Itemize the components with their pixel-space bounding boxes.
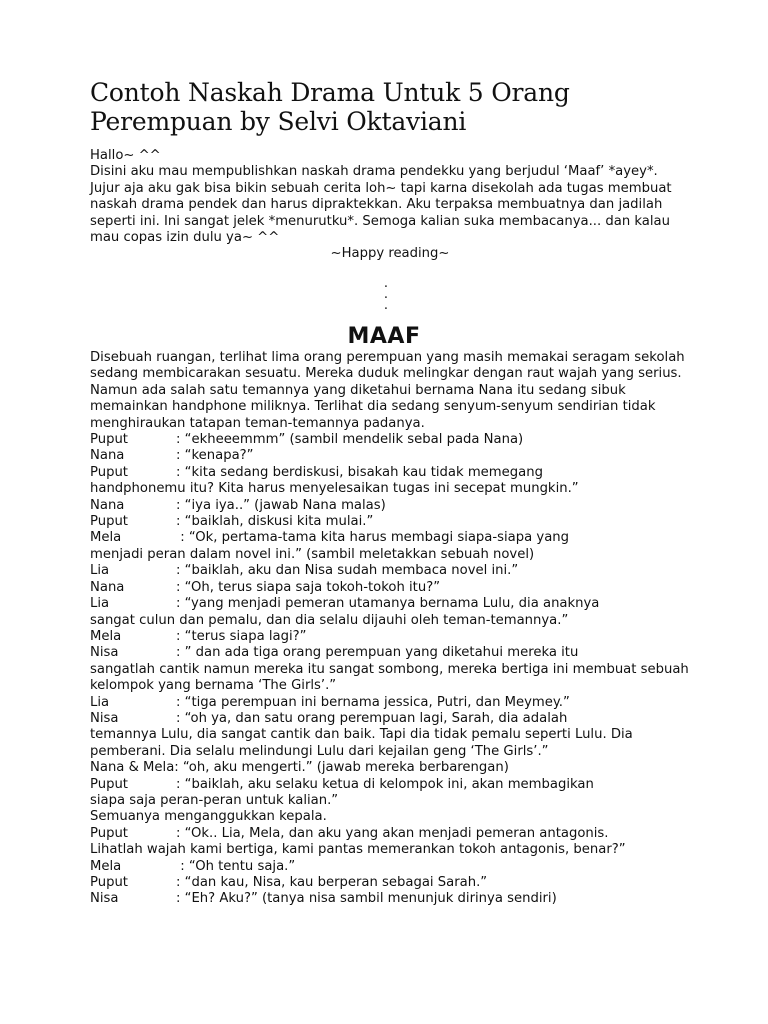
- dialogue-text: [176, 711, 567, 727]
- speaker-separator: :: [176, 563, 185, 579]
- dialogue-text-first: “dan kau, Nisa, kau berperan sebagai Sarah.”: [184, 875, 488, 890]
- speaker-separator: :: [176, 645, 185, 661]
- speaker-separator: :: [176, 464, 185, 480]
- dialogue-text: [176, 498, 386, 514]
- dialogue-list: [90, 432, 690, 908]
- dialogue-line: [90, 514, 690, 530]
- speaker-separator: :: [176, 514, 185, 530]
- script-body: [90, 350, 690, 908]
- speaker-name: Nisa: [90, 710, 119, 726]
- document-title: Contoh Naskah Drama Untuk 5 Orang Perempuan by Selvi Oktaviani: [90, 78, 570, 136]
- speaker-name: Lia: [90, 563, 110, 579]
- dialogue-text: [176, 695, 570, 711]
- dialogue-text: [176, 629, 306, 645]
- dialogue-line: [90, 891, 690, 907]
- speaker-separator: :: [176, 579, 185, 595]
- dialogue-text-first: “tiga perempuan ini bernama jessica, Putri, dan Meymey.”: [184, 694, 570, 710]
- dialogue-text-first: “ekheeemmm” (sambil mendelik sebal pada Nana): [184, 432, 524, 448]
- speaker-separator: :: [176, 497, 185, 513]
- speaker-name: Mela: [90, 628, 122, 644]
- dialogue-text: [176, 596, 599, 612]
- dialogue-line: Nana & Mela: “oh, aku mengerti.” (jawab mereka berbarengan): [90, 760, 509, 776]
- dialogue-line: [90, 465, 690, 481]
- dialogue-continuation: handphonemu itu? Kita harus menyelesaikan tugas ini secepat mungkin.”: [90, 481, 579, 497]
- dialogue-text-first: “baiklah, aku selaku ketua di kelompok ini, akan membagikan: [184, 776, 594, 792]
- dialogue-line: [90, 711, 690, 727]
- dialogue-line: [90, 695, 690, 711]
- speaker-name: Puput: [90, 514, 128, 530]
- speaker-name: Nisa: [90, 645, 119, 661]
- dialogue-continuation: temannya Lulu, dia sangat cantik dan baik. Tapi dia tidak pemalu seperti Lulu. Dia pemberani. Dia selalu melindungi Lulu dari kejailan geng ‘The Girls’.”: [90, 727, 633, 759]
- separator-dots: . . .: [383, 276, 389, 313]
- dialogue-continuation: siapa saja peran-peran untuk kalian.”: [90, 792, 339, 808]
- dialogue-text: [176, 826, 608, 842]
- speaker-separator: :: [176, 694, 185, 710]
- dialogue-text: [176, 432, 523, 448]
- speaker-separator: :: [176, 825, 185, 841]
- dialogue-line: [90, 826, 690, 842]
- dialogue-continuation: Lihatlah wajah kami bertiga, kami pantas memerankan tokoh antagonis, benar?”: [90, 842, 626, 858]
- dialogue-continuation: menjadi peran dalam novel ini.” (sambil meletakkan sebuah novel): [90, 546, 535, 562]
- dialogue-text-first: “Oh, terus siapa saja tokoh-tokoh itu?”: [184, 579, 441, 595]
- speaker-name: Lia: [90, 694, 110, 710]
- speaker-separator: :: [176, 891, 185, 907]
- speaker-separator: :: [176, 530, 189, 546]
- dialogue-text-first: “Ok.. Lia, Mela, dan aku yang akan menjadi pemeran antagonis.: [184, 825, 609, 841]
- dialogue-line: [90, 596, 690, 612]
- dialogue-line: [90, 875, 690, 891]
- speaker-name: Puput: [90, 432, 128, 448]
- dialogue-text: [176, 875, 487, 891]
- dialogue-text: [176, 465, 543, 481]
- narration: Disebuah ruangan, terlihat lima orang perempuan yang masih memakai seragam sekolah sedang membicarakan sesuatu. Mereka duduk melingkar dengan raut wajah yang serius. Namun ada salah satu temannya yang diketahui bernama Nana itu sedang sibuk memainkan handphone miliknya. Terlihat dia sedang senyum-senyum sendirian tidak menghiraukan tatapan teman-temannya padanya.: [90, 350, 685, 431]
- dialogue-text: [176, 891, 557, 907]
- dialogue-text-first: “Ok, pertama-tama kita harus membagi siapa-siapa yang: [188, 530, 570, 546]
- dialogue-line: [90, 859, 690, 875]
- speaker-separator: :: [176, 858, 189, 874]
- speaker-name: Nisa: [90, 891, 119, 907]
- dialogue-line: Semuanya menganggukkan kepala.: [90, 809, 327, 825]
- dialogue-text-first: “terus siapa lagi?”: [184, 628, 307, 644]
- dialogue-text-first: “Oh tentu saja.”: [188, 858, 296, 874]
- dialogue-line: [90, 580, 690, 596]
- dialogue-text-first: ” dan ada tiga orang perempuan yang diketahui mereka itu: [184, 645, 579, 661]
- dialogue-line: [90, 645, 690, 661]
- speaker-name: Nana: [90, 579, 125, 595]
- speaker-name: Lia: [90, 596, 110, 612]
- speaker-separator: :: [176, 432, 185, 448]
- dialogue-text-first: “Eh? Aku?” (tanya nisa sambil menunjuk dirinya sendiri): [184, 891, 557, 907]
- dialogue-line: [90, 432, 690, 448]
- dialogue-line: [90, 629, 690, 645]
- dialogue-text-first: “kenapa?”: [184, 448, 254, 464]
- dialogue-line: [90, 448, 690, 464]
- speaker-separator: :: [176, 776, 185, 792]
- speaker-name: Nana: [90, 497, 125, 513]
- happy-reading: ~Happy reading~: [330, 246, 450, 262]
- dialogue-continuation: sangat culun dan pemalu, dan dia selalu dijauhi oleh teman-temannya.”: [90, 612, 569, 628]
- dialogue-text-first: “kita sedang berdiskusi, bisakah kau tidak memegang: [184, 464, 543, 480]
- dialogue-text: [176, 580, 440, 596]
- drama-heading: MAAF: [347, 324, 421, 349]
- dialogue-text: [176, 777, 594, 793]
- speaker-separator: :: [176, 628, 185, 644]
- speaker-name: Puput: [90, 825, 128, 841]
- speaker-separator: :: [176, 710, 185, 726]
- intro-section: [90, 148, 690, 263]
- dialogue-text: [176, 645, 578, 661]
- speaker-name: Mela: [90, 530, 122, 546]
- speaker-name: Mela: [90, 858, 122, 874]
- dialogue-line: [90, 563, 690, 579]
- dialogue-continuation: sangatlah cantik namun mereka itu sangat sombong, mereka bertiga ini membuat sebuah kelompok yang bernama ‘The Girls’.”: [90, 661, 689, 694]
- speaker-name: Nana: [90, 448, 125, 464]
- speaker-name: Puput: [90, 776, 128, 792]
- dialogue-line: [90, 498, 690, 514]
- dialogue-line: [90, 530, 690, 546]
- intro-paragraph: Disini aku mau mempublishkan naskah drama pendekku yang berjudul ‘Maaf’ *ayey*. Jujur aja aku gak bisa bikin sebuah cerita loh~ tapi karna disekolah ada tugas membuat naskah drama pendek dan harus dipraktekkan. Aku terpaksa membuatnya dan jadilah seperti ini. Ini sangat jelek *menurutku*. Semoga kalian suka membacanya... dan kalau mau copas izin dulu ya~ ^^: [90, 164, 676, 246]
- dialogue-text: [176, 514, 373, 530]
- speaker-name: Puput: [90, 875, 128, 890]
- speaker-name: Puput: [90, 464, 128, 480]
- dialogue-text: [176, 530, 569, 546]
- intro-greeting: Hallo~ ^^: [90, 148, 161, 163]
- dialogue-text-first: “yang menjadi pemeran utamanya bernama Lulu, dia anaknya: [184, 596, 600, 612]
- speaker-separator: :: [176, 875, 185, 890]
- dialogue-text-first: “iya iya..” (jawab Nana malas): [184, 497, 386, 513]
- speaker-separator: :: [176, 596, 185, 612]
- dialogue-text-first: “oh ya, dan satu orang perempuan lagi, Sarah, dia adalah: [184, 710, 568, 726]
- dialogue-text: [176, 859, 295, 875]
- dialogue-line: [90, 777, 690, 793]
- dialogue-text: [176, 563, 518, 579]
- speaker-separator: :: [176, 448, 185, 464]
- dialogue-text: [176, 448, 253, 464]
- dialogue-text-first: “baiklah, aku dan Nisa sudah membaca novel ini.”: [184, 563, 519, 579]
- dialogue-text-first: “baiklah, diskusi kita mulai.”: [184, 514, 374, 530]
